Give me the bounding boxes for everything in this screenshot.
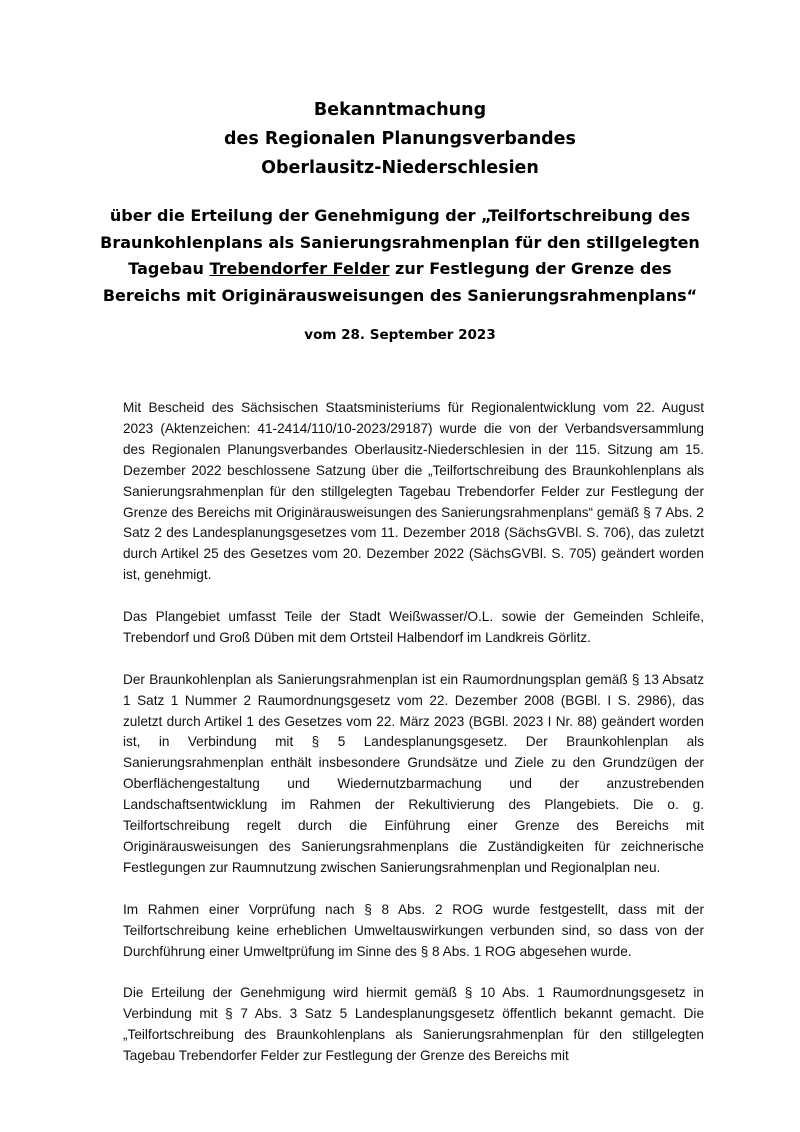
subject-underlined-name: Trebendorfer Felder: [209, 259, 390, 278]
heading-line-1: Bekanntmachung: [313, 100, 487, 120]
paragraph-plan-description: Der Braunkohlenplan als Sanierungsrahmenplan ist ein Raumordnungsplan gemäß § 13 Absatz 1 Satz 1 Nummer 2 Raumordnungsgesetz vom 22. Dezember 2008 (BGBl. I S. 2986), das zuletzt durch Artikel 1 des Gesetzes vom 22. März 2023 (BGBl. 2023 I Nr. 88) geändert worden ist, in Verbindung mit § 5 Landesplanungsgesetz. Der Braunkohlenplan als Sanierungsrahmenplan enthält insbesondere Grundsätze und Ziele zu den Grundzügen der Oberflächengestaltung und Wiedernutzbarmachung und der anzustrebenden Landschaftsentwicklung im Rahmen der Rekultivierung des Plangebiets. Die o. g. Teilfortschreibung regelt durch die Einführung einer Grenze des Bereichs mit Originärausweisungen des Sanierungsrahmenplans die Zuständigkeiten für zeichnerische Festlegungen zur Raumnutzung zwischen Sanierungsrahmenplan und Regionalplan neu.: [123, 671, 704, 875]
announcement-subject: [95, 203, 705, 309]
subject-part-1: über die Erteilung der Genehmigung der „Teilfortschreibung des Braunkohlenplans als Sanierungsrahmenplan für den stillgelegten Tagebau: [100, 206, 700, 278]
announcement-date: vom 28. September 2023: [304, 327, 496, 343]
paragraph-environmental-check: Im Rahmen einer Vorprüfung nach § 8 Abs. 2 ROG wurde festgestellt, dass mit der Teilfortschreibung keine erheblichen Umweltauswirkungen verbunden sind, so dass von der Durchführung einer Umweltprüfung im Sinne des § 8 Abs. 1 ROG abgesehen wurde.: [123, 901, 704, 959]
heading-line-2: des Regionalen Planungsverbandes: [224, 129, 576, 149]
subject-part-2: zur Festlegung der Grenze des Bereichs mit Originärausweisungen des Sanierungsrahmenplans“: [102, 259, 698, 305]
paragraph-approval: Mit Bescheid des Sächsischen Staatsministeriums für Regionalentwicklung vom 22. August 2023 (Aktenzeichen: 41-2414/110/10-2023/29187) wurde die von der Verbandsversammlung des Regionalen Planungsverbandes Oberlausitz-Niederschlesien in der 115. Sitzung am 15. Dezember 2022 beschlossene Satzung über die „Teilfortschreibung des Braunkohlenplans als Sanierungsrahmenplan für den stillgelegten Tagebau Trebendorfer Felder zur Festlegung der Grenze des Bereichs mit Originärausweisungen des Sanierungsrahmenplans“ gemäß § 7 Abs. 2 Satz 2 des Landesplanungsgesetzes vom 11. Dezember 2018 (SächsGVBl. S. 706), das zuletzt durch Artikel 25 des Gesetzes vom 20. Dezember 2022 (SächsGVBl. S. 705) geändert worden ist, genehmigt.: [123, 400, 704, 583]
document-body: [123, 398, 704, 1088]
announcement-heading: [120, 96, 680, 183]
heading-line-3: Oberlausitz-Niederschlesien: [261, 158, 539, 178]
paragraph-publication: Die Erteilung der Genehmigung wird hiermit gemäß § 10 Abs. 1 Raumordnungsgesetz in Verbindung mit § 7 Abs. 3 Satz 5 Landesplanungsgesetz öffentlich bekannt gemacht. Die „Teilfortschreibung des Braunkohlenplans als Sanierungsrahmenplan für den stillgelegten Tagebau Trebendorfer Felder zur Festlegung der Grenze des Bereichs mit: [123, 985, 704, 1064]
paragraph-plan-area: Das Plangebiet umfasst Teile der Stadt Weißwasser/O.L. sowie der Gemeinden Schleife, Trebendorf und Groß Düben mit dem Ortsteil Halbendorf im Landkreis Görlitz.: [123, 609, 704, 645]
